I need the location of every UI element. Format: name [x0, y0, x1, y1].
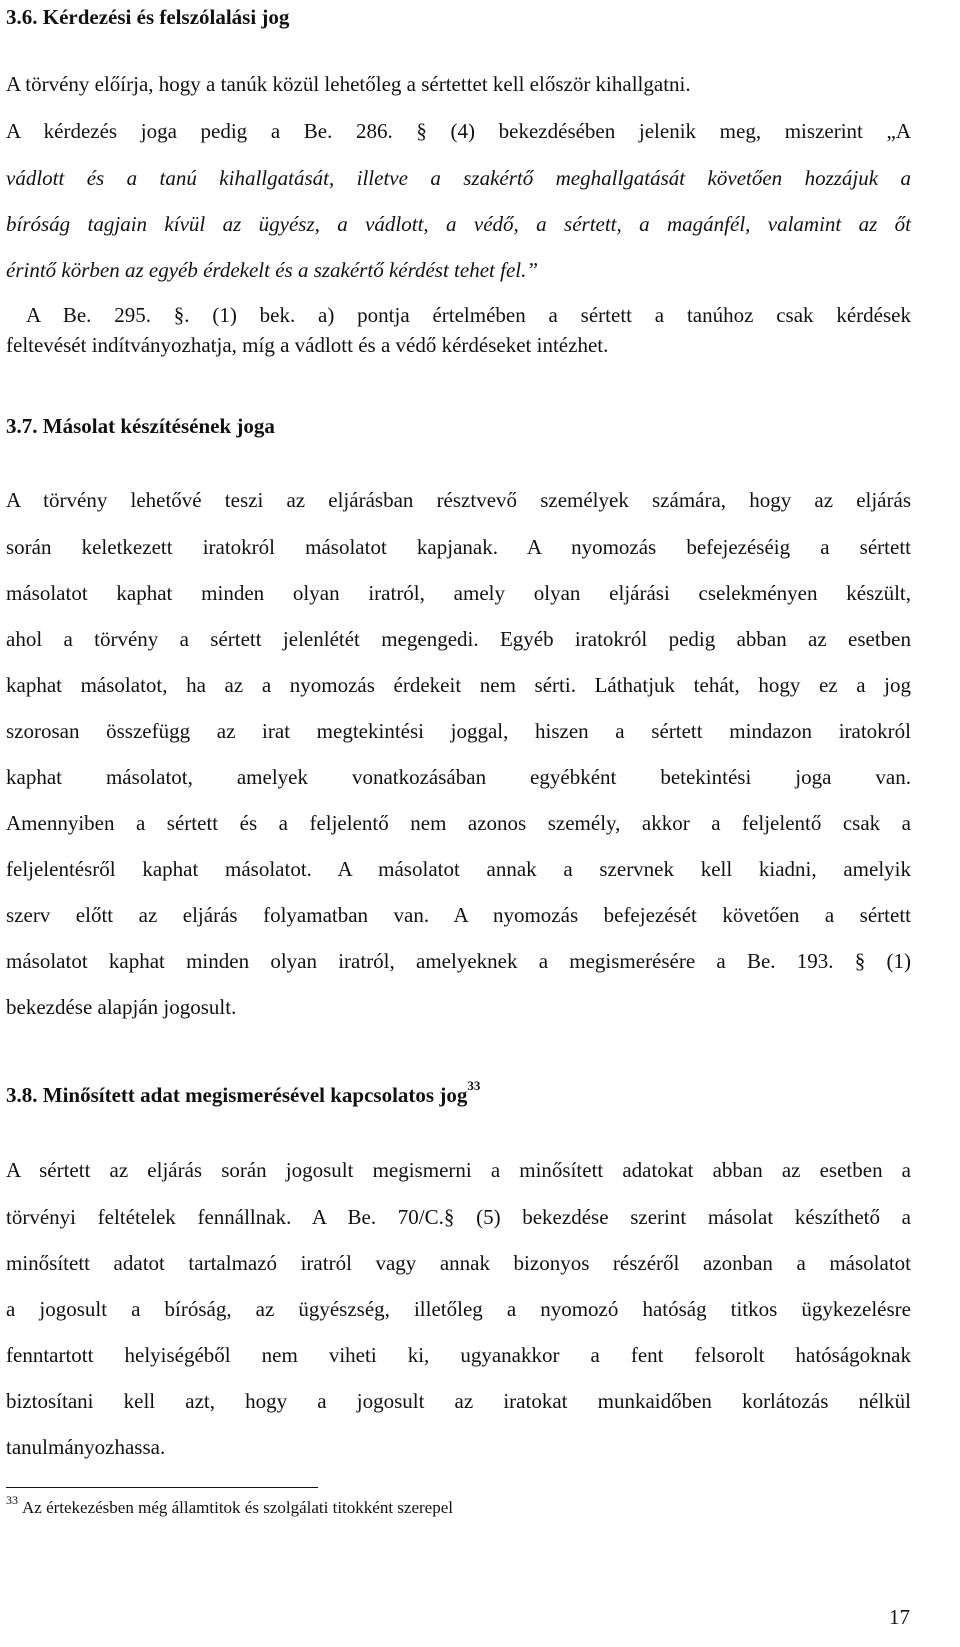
paragraph-line: biztosítani kell azt, hogy a jogosult az iratokat munkaidőben korlátozás nélkül [6, 1389, 911, 1413]
paragraph-line: feljelentésről kaphat másolatot. A másolatot annak a szervnek kell kiadni, amelyik [6, 857, 911, 881]
section-heading-3-6: 3.6. Kérdezési és felszólalási jog [6, 5, 290, 29]
paragraph-line: a jogosult a bíróság, az ügyészség, illetőleg a nyomozó hatóság titkos ügykezelésre [6, 1297, 911, 1321]
footnote-divider [6, 1487, 318, 1488]
footnote [6, 1493, 453, 1519]
paragraph-line: másolatot kaphat minden olyan iratról, amelyeknek a megismerésére a Be. 193. § (1) [6, 949, 911, 973]
paragraph-line: során keletkezett iratokról másolatot kapjanak. A nyomozás befejezéséig a sértett [6, 535, 911, 559]
quote-line: bíróság tagjain kívül az ügyész, a vádlott, a védő, a sértett, a magánfél, valamint az őt [6, 212, 911, 236]
section-heading-3-7: 3.7. Másolat készítésének joga [6, 414, 275, 438]
paragraph-line: kaphat másolatot, ha az a nyomozás érdekeit nem sérti. Láthatjuk tehát, hogy ez a jog [6, 673, 911, 697]
paragraph-line: tanulmányozhassa. [6, 1435, 166, 1459]
footnote-text: Az értekezésben még államtitok és szolgálati titokként szerepel [22, 1498, 453, 1517]
paragraph-line: A törvény lehetővé teszi az eljárásban résztvevő személyek számára, hogy az eljárás [6, 488, 911, 512]
paragraph-line: törvényi feltételek fennállnak. A Be. 70/C.§ (5) bekezdése szerint másolat készíthető a [6, 1205, 911, 1229]
paragraph-line: másolatot kaphat minden olyan iratról, amely olyan eljárási cselekményen készült, [6, 581, 911, 605]
paragraph-line: szerv előtt az eljárás folyamatban van. A nyomozás befejezését követően a sértett [6, 903, 911, 927]
paragraph-line: kaphat másolatot, amelyek vonatkozásában egyébként betekintési joga van. [6, 765, 911, 789]
paragraph-line: bekezdése alapján jogosult. [6, 995, 237, 1019]
paragraph-line: feltevését indítványozhatja, míg a vádlott és a védő kérdéseket intézhet. [6, 333, 609, 357]
page-number: 17 [889, 1605, 910, 1629]
quote-line: vádlott és a tanú kihallgatását, illetve a szakértő meghallgatását követően hozzájuk a [6, 166, 911, 190]
footnote-ref: 33 [467, 1078, 481, 1093]
paragraph-line: szorosan összefügg az irat megtekintési joggal, hiszen a sértett mindazon iratokról [6, 719, 911, 743]
paragraph-line: A törvény előírja, hogy a tanúk közül lehetőleg a sértettet kell először kihallgatni. [6, 72, 691, 96]
paragraph-line: minősített adatot tartalmazó iratról vagy annak bizonyos részéről azonban a másolatot [6, 1251, 911, 1275]
section-heading-text: 3.8. Minősített adat megismerésével kapcsolatos jog [6, 1083, 468, 1107]
section-heading-3-8 [6, 1078, 911, 1109]
paragraph-line: ahol a törvény a sértett jelenlétét megengedi. Egyéb iratokról pedig abban az esetben [6, 627, 911, 651]
paragraph-line: A kérdezés joga pedig a Be. 286. § (4) bekezdésében jelenik meg, miszerint „A [6, 119, 911, 143]
paragraph-line: fenntartott helyiségéből nem viheti ki, ugyanakkor a fent felsorolt hatóságoknak [6, 1343, 911, 1367]
footnote-number: 33 [6, 1493, 18, 1508]
paragraph-line: Amennyiben a sértett és a feljelentő nem azonos személy, akkor a feljelentő csak a [6, 811, 911, 835]
paragraph-line: A Be. 295. §. (1) bek. a) pontja értelmében a sértett a tanúhoz csak kérdések [26, 303, 911, 327]
paragraph-line: A sértett az eljárás során jogosult megismerni a minősített adatokat abban az esetben a [6, 1158, 911, 1182]
quote-line: érintő körben az egyéb érdekelt és a szakértő kérdést tehet fel.” [6, 258, 539, 282]
